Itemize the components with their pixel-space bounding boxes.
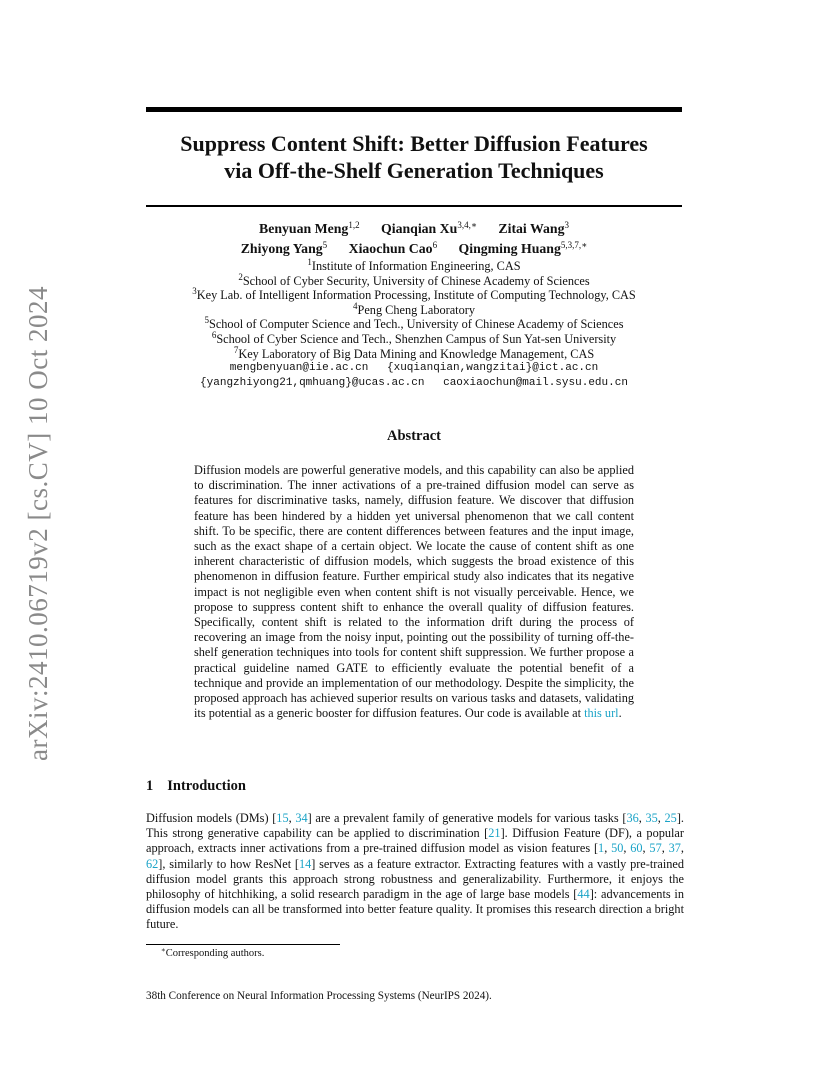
- author-name: Xiaochun Cao: [348, 241, 433, 256]
- intro-text-run: ,: [623, 841, 631, 856]
- footnote-rule: [146, 944, 340, 945]
- abstract-body: Diffusion models are powerful generative models, and this capability can also be applied to discrimination. The inner activations of a pre-trained diffusion model can serve as features for discriminative tasks, namely, diffusion feature. We discover that diffusion feature has been hindered by a hidden yet universal phenomenon that we call content shift. To be specific, there are content differences between features and the input image, such as the exact shape of a certain object. We locate the cause of content shift as one inherent characteristic of diffusion models, which suggests the broad existence of this phenomenon in diffusion feature. Further empirical study also indicates that its negative impact is not negligible even when content shift is not visually perceivable. Hence, we propose to suppress content shift to enhance the overall quality of diffusion features. Specifically, content shift is related to the information drift during the process of recovering an image from the noisy input, pointing out the possibility of turning off-the-shelf generation techniques into tools for content shift suppression. We further propose a practical guideline named GATE to efficiently evaluate the potential benefit of a technique and provide an implementation of our methodology. Despite the simplicity, the proposed approach has achieved superior results on various tasks and datasets, validating its potential as a generic booster for diffusion features. Our code is available at: [194, 463, 634, 721]
- intro-text-run: ], similarly to how ResNet [: [158, 856, 299, 871]
- citation-link[interactable]: 34: [295, 811, 308, 825]
- intro-text-run: ] are a prevalent family of generative models for various tasks [: [307, 811, 627, 825]
- author-sup: 5,3,7,∗: [560, 240, 588, 250]
- intro-text-run: Diffusion models (DMs) [: [146, 811, 277, 825]
- intro-text-run: ,: [604, 841, 612, 856]
- citation-link[interactable]: 62: [146, 856, 159, 871]
- intro-text-run: ]. Diffusion Feature (DF), a popular approach, extracts inner activations from a pre-trained diffusion model as vision features [: [146, 826, 684, 856]
- citation-link[interactable]: 60: [630, 841, 643, 856]
- author-sup: 6: [432, 240, 438, 250]
- author: [498, 221, 569, 236]
- section-title: Introduction: [167, 778, 246, 794]
- intro-text-run: ,: [638, 811, 646, 825]
- intro-text-run: ] serves as a feature extractor. Extracting features with a vastly pre-trained diffusion model grants this approach strong robustness and generalizability. Furthermore, it enjoys the philosophy of hitchhiking, a solid research paradigm in the age of large base models [: [146, 856, 684, 902]
- intro-text-run: ]. This strong generative capability can be applied to discrimination [: [146, 811, 684, 841]
- author-row: [146, 239, 682, 259]
- affiliation: $^1$Institute of Information Engineering, CAS: [307, 257, 521, 273]
- affiliation: $^3$Key Lab. of Intelligent Information Processing, Institute of Computing Technology, CAS: [192, 286, 636, 303]
- citation-link[interactable]: 21: [488, 826, 501, 841]
- citation-link[interactable]: 50: [611, 841, 624, 856]
- email-address[interactable]: {xuqianqian,wangzitai}@ict.ac.cn: [387, 362, 599, 375]
- intro-text-run: ,: [680, 841, 684, 856]
- intro-text-run: ]: advancements in diffusion models can all be transformed into better feature quality. It promises this research direction a bright future.: [146, 887, 684, 932]
- author-name: Qianqian Xu: [381, 221, 458, 236]
- citation-link[interactable]: 25: [664, 811, 677, 825]
- venue-note: 38th Conference on Neural Information Processing Systems (NeurIPS 2024).: [146, 990, 492, 1002]
- intro-text-run: ,: [657, 811, 665, 825]
- affiliation: $^7$Key Laboratory of Big Data Mining and Knowledge Management, CAS: [233, 344, 595, 361]
- code-link[interactable]: this url: [584, 706, 619, 721]
- citation-link[interactable]: 36: [626, 811, 639, 825]
- citation-link[interactable]: 1: [598, 841, 605, 856]
- affiliation: $^6$School of Cyber Science and Tech., Shenzhen Campus of Sun Yat-sen University: [211, 329, 617, 346]
- citation-link[interactable]: 35: [645, 811, 658, 825]
- author: [241, 241, 327, 256]
- author-row: [146, 219, 682, 239]
- footnote: [161, 948, 264, 959]
- intro-text-run: ,: [642, 841, 650, 856]
- section-number: 1: [146, 778, 154, 794]
- paper-title: [146, 130, 682, 184]
- citation-link[interactable]: 14: [298, 856, 312, 871]
- author-name: Zhiyong Yang: [240, 241, 323, 256]
- footnote-mark: ∗: [161, 946, 166, 954]
- arxiv-identifier-text: arXiv:2410.06719v2 [cs.CV] 10 Oct 2024: [22, 285, 53, 761]
- author-name: Benyuan Meng: [259, 221, 349, 236]
- author-block: [146, 219, 682, 390]
- author-name: Qingming Huang: [458, 241, 561, 256]
- arxiv-identifier: [18, 285, 58, 761]
- email-address[interactable]: {yangzhiyong21,qmhuang}@ucas.ac.cn: [200, 376, 425, 389]
- citation-link[interactable]: 37: [668, 841, 681, 856]
- email-address[interactable]: mengbenyuan@iie.ac.cn: [229, 362, 369, 375]
- email-row: [146, 361, 682, 376]
- email-row: [146, 376, 682, 391]
- affiliation: $^5$School of Computer Science and Tech., University of Chinese Academy of Sciences: [204, 315, 624, 332]
- author-sup: 3: [564, 220, 569, 230]
- abstract-heading: Abstract: [387, 428, 441, 444]
- author: [259, 221, 360, 236]
- footnote-text: Corresponding authors.: [165, 948, 265, 959]
- intro-text-run: ,: [661, 841, 669, 856]
- author: [349, 241, 437, 256]
- title-line: Suppress Content Shift: Better Diffusion Features: [180, 131, 648, 156]
- affiliation: $^4$Peng Cheng Laboratory: [353, 300, 475, 317]
- section-heading-introduction: [146, 778, 246, 795]
- author-sup: 1,2: [348, 220, 360, 230]
- title-bottom-rule: [146, 205, 682, 207]
- author-sup: 5: [322, 240, 328, 250]
- citation-link[interactable]: 44: [577, 887, 590, 902]
- author-name: Zitai Wang: [498, 221, 565, 236]
- title-line: via Off-the-Shelf Generation Techniques: [224, 158, 604, 183]
- citation-link[interactable]: 57: [649, 841, 662, 856]
- title-top-rule: [146, 107, 682, 112]
- abstract-text: [194, 463, 634, 721]
- email-address[interactable]: caoxiaochun@mail.sysu.edu.cn: [443, 376, 628, 389]
- citation-link[interactable]: 15: [276, 811, 289, 825]
- intro-text-run: ,: [288, 811, 296, 825]
- affiliation: $^2$School of Cyber Security, University of Chinese Academy of Sciences: [238, 271, 590, 288]
- author: [381, 221, 477, 236]
- author-sup: 3,4,∗: [457, 220, 477, 230]
- introduction-text: [146, 811, 684, 933]
- abstract-end: .: [618, 706, 622, 721]
- author: [459, 241, 588, 256]
